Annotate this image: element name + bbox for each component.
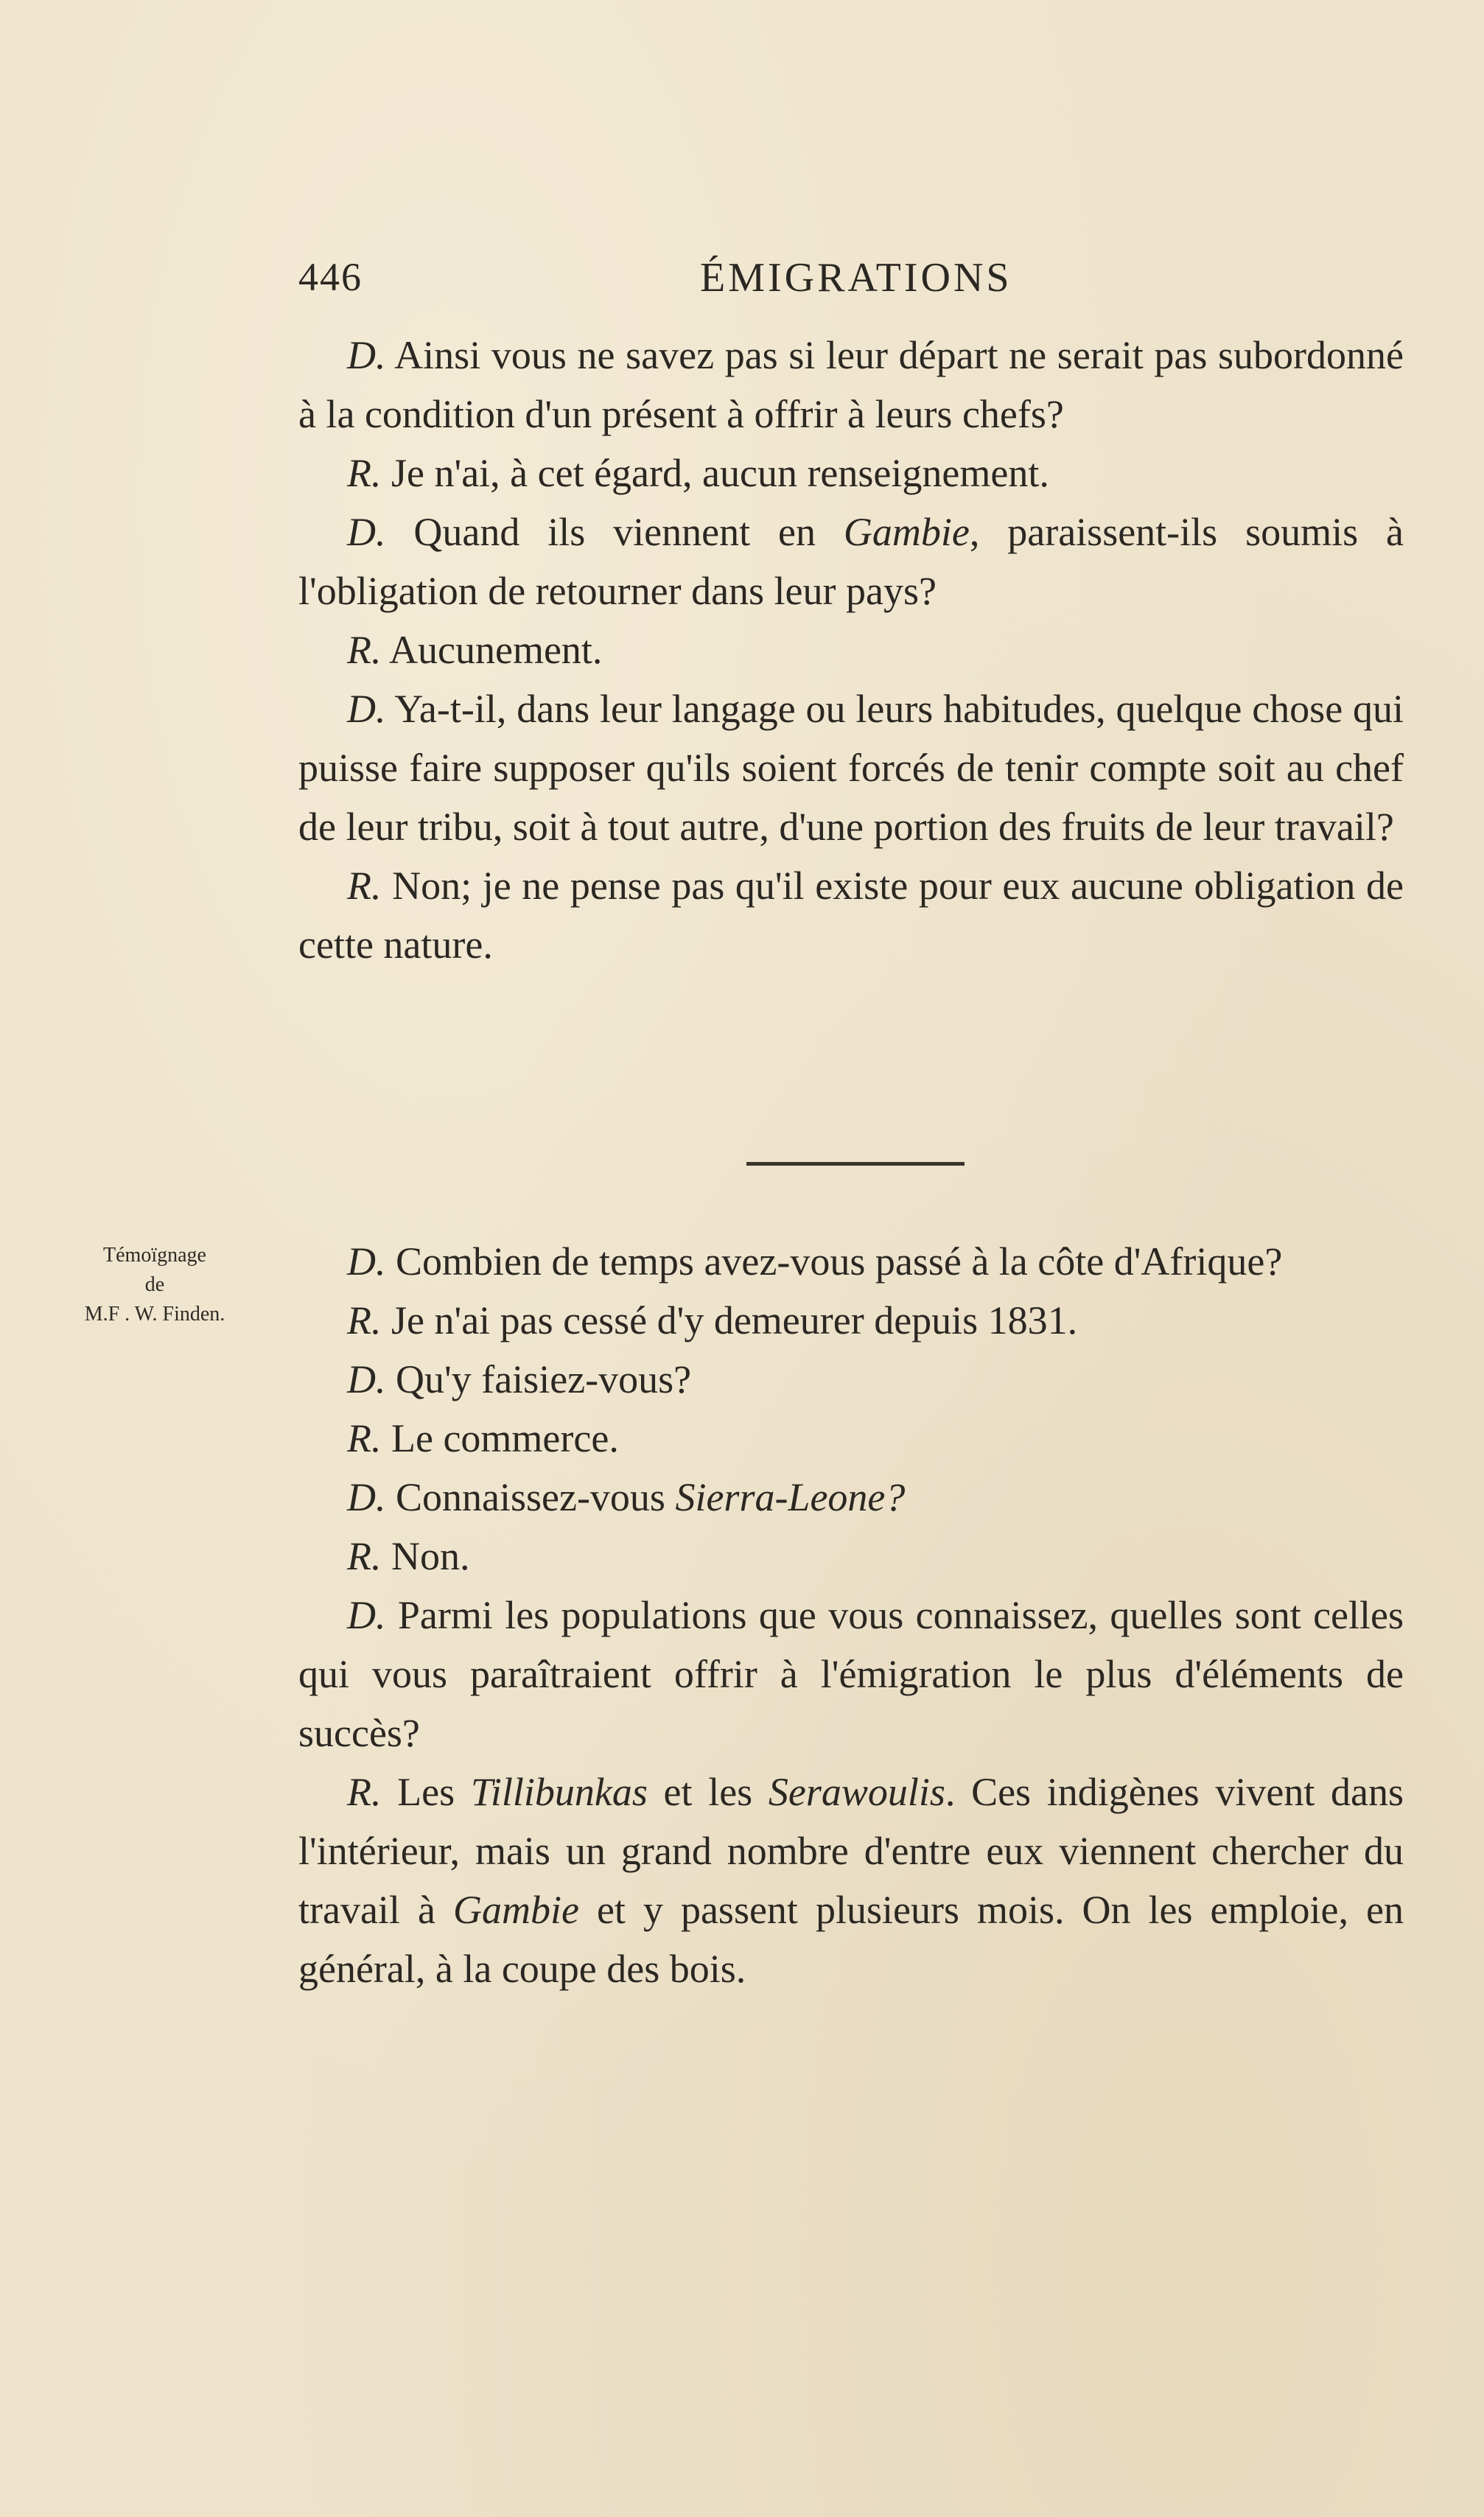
people-name: Tillibunkas xyxy=(470,1770,648,1814)
speaker-label: R. xyxy=(347,864,382,908)
paragraph-text: Les xyxy=(381,1770,471,1814)
speaker-label: D. xyxy=(347,1475,386,1519)
speaker-label: R. xyxy=(347,1298,382,1342)
answer-paragraph xyxy=(298,1409,1404,1468)
paragraph-text: Non; je ne pense pas qu'il existe pour eux aucune obligation de cette nature. xyxy=(298,864,1404,967)
speaker-label: R. xyxy=(347,1416,382,1460)
answer-paragraph xyxy=(298,856,1404,974)
answer-paragraph xyxy=(298,1762,1404,1998)
paragraph-text: Quand ils viennent en xyxy=(385,510,844,554)
people-name: Serawoulis xyxy=(768,1770,945,1814)
question-paragraph xyxy=(298,1232,1404,1291)
page-number: 446 xyxy=(298,255,363,299)
page-header xyxy=(298,254,1404,313)
question-paragraph xyxy=(298,326,1404,444)
paragraph-text: , paraissent-ils soumis à l'obligation de retourner dans leur pays? xyxy=(298,510,1404,613)
margin-note xyxy=(22,1241,287,1329)
margin-note-line: Témoïgnage xyxy=(103,1244,206,1267)
speaker-label: D. xyxy=(347,1357,386,1401)
speaker-label: D. xyxy=(347,1239,386,1284)
speaker-label: D. xyxy=(347,333,386,377)
speaker-label: R. xyxy=(347,1534,382,1578)
interview-section-2 xyxy=(298,1232,1404,1998)
interview-section-1 xyxy=(298,326,1404,974)
speaker-label: R. xyxy=(347,451,382,495)
speaker-label: D. xyxy=(347,510,386,554)
place-name: Gambie xyxy=(452,1888,579,1932)
speaker-label: R. xyxy=(347,1770,382,1814)
paragraph-text: Qu'y faisiez-vous? xyxy=(385,1357,692,1401)
speaker-label: R. xyxy=(347,628,382,672)
place-name: Gambie xyxy=(843,510,970,554)
speaker-label: D. xyxy=(347,687,386,731)
paragraph-text: Connaissez-vous xyxy=(385,1475,676,1519)
place-name: Sierra-Leone? xyxy=(675,1475,906,1519)
answer-paragraph xyxy=(298,444,1404,503)
answer-paragraph xyxy=(298,1291,1404,1350)
speaker-label: D. xyxy=(347,1593,386,1637)
paragraph-text: Aucunement. xyxy=(381,628,603,672)
margin-note-line: M.F . W. Finden. xyxy=(84,1303,225,1326)
paragraph-text: Le commerce. xyxy=(381,1416,619,1460)
paragraph-text: Ya-t-il, dans leur langage ou leurs habitudes, quelque chose qui puisse faire supposer qu'ils soient forcés de tenir compte soit au chef de leur tribu, soit à tout autre, d'une portion des fruits de leur travail? xyxy=(298,687,1404,849)
question-paragraph xyxy=(298,1468,1404,1527)
question-paragraph xyxy=(298,679,1404,856)
paragraph-text: Non. xyxy=(381,1534,470,1578)
paragraph-text: Combien de temps avez-vous passé à la côte d'Afrique? xyxy=(385,1239,1283,1284)
question-paragraph xyxy=(298,1586,1404,1762)
question-paragraph xyxy=(298,1350,1404,1409)
answer-paragraph xyxy=(298,620,1404,679)
answer-paragraph xyxy=(298,1527,1404,1586)
section-divider xyxy=(746,1162,965,1166)
running-title: ÉMIGRATIONS xyxy=(700,255,1012,301)
paragraph-text: Parmi les populations que vous connaissez, quelles sont celles qui vous paraîtraient offrir à l'émigration le plus d'éléments de succès? xyxy=(298,1593,1404,1755)
paragraph-text: . Ces indigènes vivent dans l'intérieur, mais un grand nombre d'entre eux viennent chercher du travail à xyxy=(298,1770,1404,1932)
paragraph-text: et les xyxy=(647,1770,769,1814)
paragraph-text: et y passent plusieurs mois. On les emploie, en général, à la coupe des bois. xyxy=(298,1888,1404,1991)
paragraph-text: Je n'ai pas cessé d'y demeurer depuis 1831. xyxy=(381,1298,1078,1342)
paragraph-text: Ainsi vous ne savez pas si leur départ ne serait pas subordonné à la condition d'un présent à offrir à leurs chefs? xyxy=(298,333,1404,436)
margin-note-line: de xyxy=(144,1273,165,1296)
paragraph-text: Je n'ai, à cet égard, aucun renseignement. xyxy=(381,451,1049,495)
question-paragraph xyxy=(298,503,1404,620)
